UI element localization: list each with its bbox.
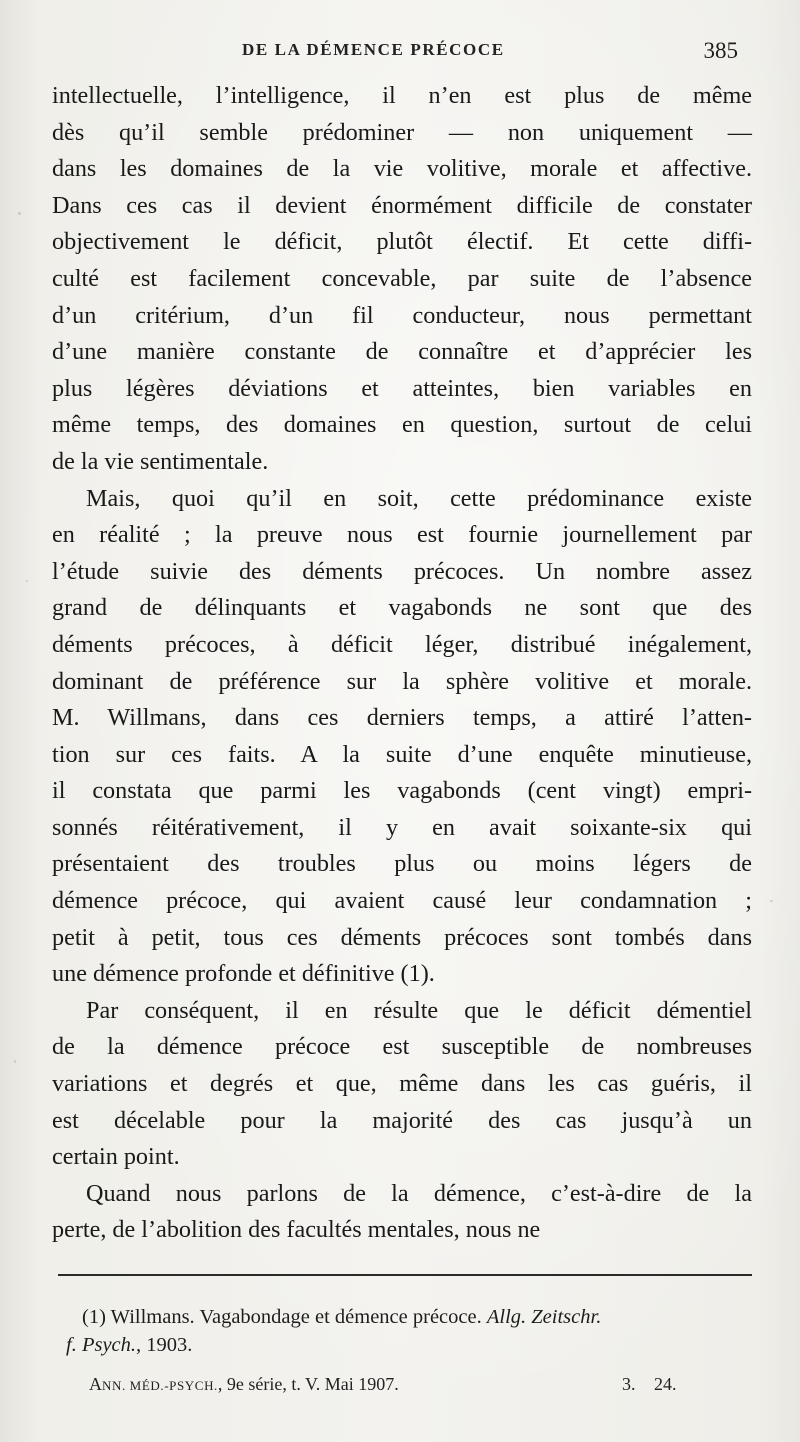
text-line: Mais, quoi qu’il en soit, cette prédominance existe — [86, 484, 752, 512]
text-line: l’étude suivie des déments précoces. Un nombre assez — [52, 557, 752, 585]
text-line: intellectuelle, l’intelligence, il n’en est plus de même — [52, 82, 752, 109]
footnote-journal: Allg. Zeitschr. — [486, 1306, 602, 1328]
text-line: certain point. — [52, 1143, 180, 1171]
text-line: est décelable pour la majorité des cas jusqu’à un — [52, 1106, 752, 1134]
footnote — [66, 1303, 756, 1359]
footnote-year: , 1903. — [136, 1334, 193, 1356]
text-line: petit à petit, tous ces déments précoces sont tombés dans — [52, 923, 752, 951]
page-number: 385 — [703, 38, 738, 63]
footnote-journal-cont: f. Psych. — [66, 1334, 137, 1356]
text-line: déments précoces, à déficit léger, distribué inégalement, — [52, 630, 752, 658]
footer-journal — [89, 1374, 399, 1395]
text-line: en réalité ; la preuve nous est fournie journellement par — [52, 521, 752, 549]
text-line: dominant de préférence sur la sphère volitive et morale. — [52, 667, 752, 695]
scan-speck — [18, 212, 21, 215]
text-line: perte, de l’abolition des facultés mentales, nous ne — [52, 1216, 541, 1244]
text-line: de la démence précoce est susceptible de nombreuses — [52, 1033, 752, 1061]
running-title: DE LA DÉMENCE PRÉCOCE — [242, 40, 505, 59]
text-line: variations et degrés et que, même dans les cas guéris, il — [52, 1070, 752, 1098]
page-footer — [0, 1374, 800, 1400]
text-line: présentaient des troubles plus ou moins légers de — [52, 850, 752, 878]
text-line: plus légères déviations et atteintes, bien variables en — [52, 374, 752, 402]
text-line: une démence profonde et définitive (1). — [52, 960, 435, 988]
scan-speck — [14, 1060, 16, 1063]
paragraph — [52, 993, 752, 1176]
footnote-text: Willmans. Vagabondage et démence précoce. — [110, 1306, 482, 1328]
footer-journal-issue: , 9e série, t. V. Mai 1907. — [217, 1374, 399, 1394]
text-line: objectivement le déficit, plutôt électif. Et cette diffi- — [52, 228, 752, 256]
footer-journal-initial: A — [89, 1374, 102, 1394]
footnote-rule — [58, 1274, 752, 1276]
text-line: démence précoce, qui avaient causé leur condamnation ; — [52, 887, 752, 915]
footnote-marker: (1) — [82, 1306, 106, 1328]
footnote-line-1 — [66, 1303, 756, 1331]
text-line: Quand nous parlons de la démence, c’est-à-dire de la — [86, 1179, 752, 1207]
text-line: sonnés réitérativement, il y en avait soixante-six qui — [52, 813, 752, 841]
running-head — [0, 38, 800, 68]
text-line: même temps, des domaines en question, surtout de celui — [52, 411, 752, 439]
footer-signature: 3. 24. — [622, 1374, 677, 1394]
text-line: d’un critérium, d’un fil conducteur, nous permettant — [52, 301, 752, 329]
text-line: M. Willmans, dans ces derniers temps, a attiré l’atten- — [52, 704, 752, 732]
paragraph — [52, 1176, 752, 1249]
text-line: il constata que parmi les vagabonds (cent vingt) empri- — [52, 777, 752, 805]
paragraph — [52, 481, 752, 993]
text-line: de la vie sentimentale. — [52, 447, 269, 475]
text-line: Par conséquent, il en résulte que le déficit démentiel — [86, 996, 752, 1024]
text-line: culté est facilement concevable, par suite de l’absence — [52, 264, 752, 292]
footer-journal-abbrev: NN. MÉD.-PSYCH. — [102, 1378, 218, 1393]
text-line: dès qu’il semble prédominer — non uniquement — — [52, 118, 752, 146]
text-line: tion sur ces faits. A la suite d’une enquête minutieuse, — [52, 740, 752, 768]
text-line: dans les domaines de la vie volitive, morale et affective. — [52, 155, 752, 183]
paragraph — [52, 78, 752, 481]
text-line: Dans ces cas il devient énormément difficile de constater — [52, 191, 752, 219]
text-line: grand de délinquants et vagabonds ne sont que des — [52, 594, 752, 622]
footnote-line-2 — [66, 1331, 756, 1359]
scan-speck — [26, 580, 28, 582]
body-text — [52, 78, 752, 1249]
scan-speck — [770, 900, 773, 902]
text-line: d’une manière constante de connaître et d’apprécier les — [52, 338, 752, 366]
